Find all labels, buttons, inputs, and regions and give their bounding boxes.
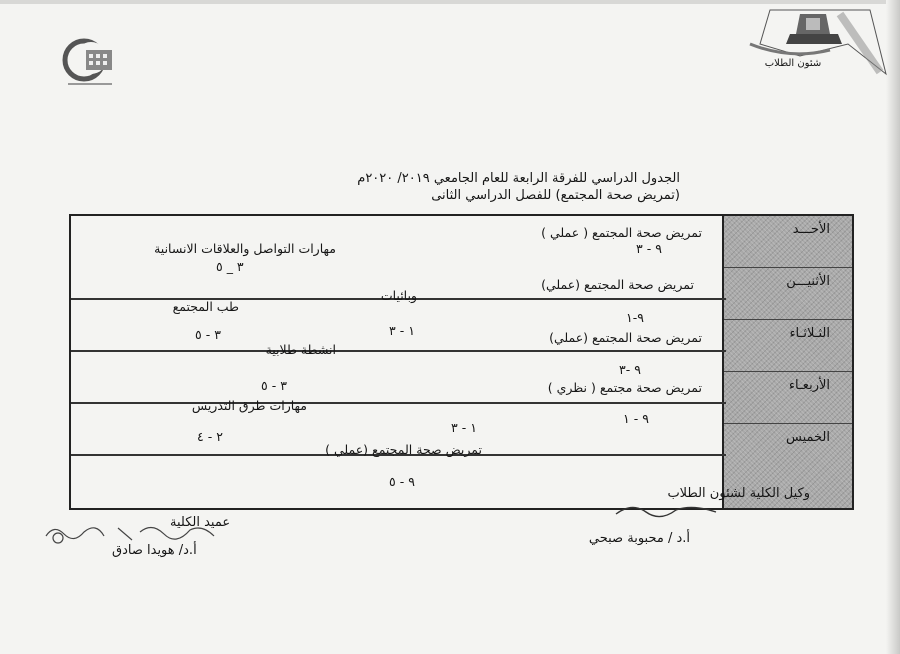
sunday-subject-1: تمريض صحة المجتمع ( عملي ) (541, 225, 702, 240)
title-line-1: الجدول الدراسي للفرقة الرابعة للعام الجامعي ٢٠١٩/ ٢٠٢٠م (357, 171, 680, 186)
sunday-subject-2: مهارات التواصل والعلاقات الانسانية (154, 241, 336, 256)
day-monday: الأثنيـــن (724, 268, 852, 320)
tuesday-subject-2: انشطة طلابية (265, 342, 336, 357)
tuesday-time-1: ٩ -٣ (619, 362, 641, 377)
wednesday-time-2: ١ - ٣ (451, 420, 477, 435)
row-divider (71, 402, 726, 404)
row-divider (71, 350, 726, 352)
day-sunday: الأحـــد (724, 216, 852, 268)
monday-subject-1: تمريض صحة المجتمع (عملي) (541, 277, 694, 292)
monday-subject-3: طب المجتمع (172, 299, 239, 314)
wednesday-time-1: ٩ - ١ (623, 411, 649, 426)
sunday-time-2: ٣ _ ٥ (216, 259, 244, 274)
day-tuesday: الثـلاثـاء (724, 320, 852, 372)
tuesday-time-2: ٣ - ٥ (261, 378, 287, 393)
tuesday-subject-1: تمريض صحة المجتمع (عملي) (549, 330, 702, 345)
monday-time-3: ٣ - ٥ (195, 327, 221, 342)
monday-time-1: ٩-١ (626, 310, 644, 325)
title-line-2: (تمريض صحة المجتمع) للفصل الدراسي الثانى (431, 188, 680, 203)
day-wednesday: الأربعـاء (724, 372, 852, 424)
dean-title: عميد الكلية (170, 515, 231, 530)
day-column (722, 216, 852, 508)
sunday-time-1: ٩ - ٣ (636, 241, 662, 256)
wednesday-subject-1: تمريض صحة مجتمع ( نظري ) (547, 380, 702, 395)
vice-dean-signature (612, 500, 722, 522)
schedule-table (69, 214, 854, 510)
monday-subject-2: وبائيات (380, 288, 417, 303)
dept-caption: شئون الطلاب (764, 58, 822, 69)
scan-edge-right (886, 0, 900, 654)
wednesday-time-3: ٢ - ٤ (197, 429, 223, 444)
wednesday-subject-2: مهارات طرق التدريس (191, 398, 307, 413)
vice-dean-title: وكيل الكلية لشئون الطلاب (667, 486, 810, 501)
monday-time-2: ١ - ٣ (389, 323, 415, 338)
day-thursday: الخميس (786, 430, 830, 445)
dean-name: أ.د/ هويدا صادق (112, 543, 197, 558)
vice-dean-name: أ.د / محبوبة صبحي (588, 531, 690, 546)
thursday-time-1: ٩ - ٥ (389, 474, 415, 489)
thursday-subject-1: تمريض صحة المجتمع (عملي ) (325, 442, 482, 457)
faculty-logo (58, 36, 120, 92)
document-titles (250, 170, 680, 204)
